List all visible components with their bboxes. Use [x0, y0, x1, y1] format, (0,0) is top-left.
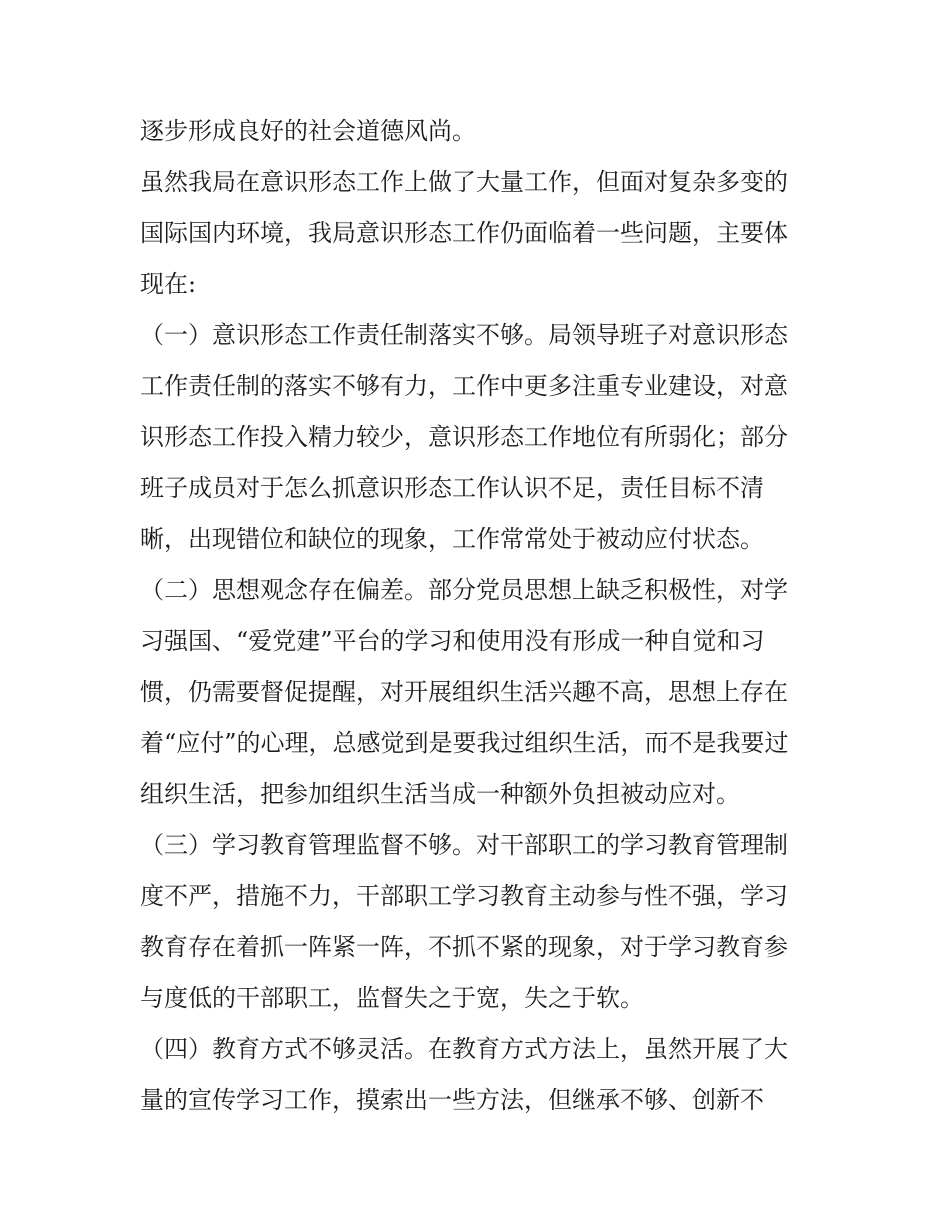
text-line: 逐步形成良好的社会道德风尚。: [140, 117, 476, 145]
text-line: 组织生活，把参加组织生活当成一种额外负担被动应对。: [140, 780, 740, 808]
text-line: 晰，出现错位和缺位的现象，工作常常处于被动应付状态。: [140, 525, 764, 553]
text-line: 现在:: [140, 270, 197, 298]
text-line: 教育存在着抓一阵紧一阵，不抓不紧的现象，对于学习教育参: [140, 933, 788, 961]
text-line: 班子成员对于怎么抓意识形态工作认识不足，责任目标不清: [140, 474, 764, 502]
text-line: 着“应付”的心理，总感觉到是要我过组织生活，而不是我要过: [140, 729, 789, 757]
text-line: 识形态工作投入精力较少，意识形态工作地位有所弱化；部分: [140, 423, 788, 451]
body-text: [140, 106, 812, 1126]
text-line: （三）学习教育管理监督不够。对干部职工的学习教育管理制: [140, 831, 788, 859]
text-line: 度不严，措施不力，干部职工学习教育主动参与性不强，学习: [140, 882, 788, 910]
text-line: （四）教育方式不够灵活。在教育方式方法上，虽然开展了大: [140, 1035, 788, 1063]
text-line: 国际国内环境，我局意识形态工作仍面临着一些问题，主要体: [140, 219, 788, 247]
text-line: 惯，仍需要督促提醒，对开展组织生活兴趣不高，思想上存在: [140, 678, 788, 706]
text-line: 习强国、“爱党建”平台的学习和使用没有形成一种自觉和习: [140, 627, 765, 655]
text-line: （一）意识形态工作责任制落实不够。局领导班子对意识形态: [140, 321, 788, 349]
text-line: （二）思想观念存在偏差。部分党员思想上缺乏积极性，对学: [140, 576, 788, 604]
text-line: 与度低的干部职工，监督失之于宽，失之于软。: [140, 984, 644, 1012]
text-line: 虽然我局在意识形态工作上做了大量工作，但面对复杂多变的: [140, 168, 788, 196]
text-line: 工作责任制的落实不够有力，工作中更多注重专业建设，对意: [140, 372, 788, 400]
text-line: 量的宣传学习工作，摸索出一些方法，但继承不够、创新不: [140, 1086, 764, 1114]
